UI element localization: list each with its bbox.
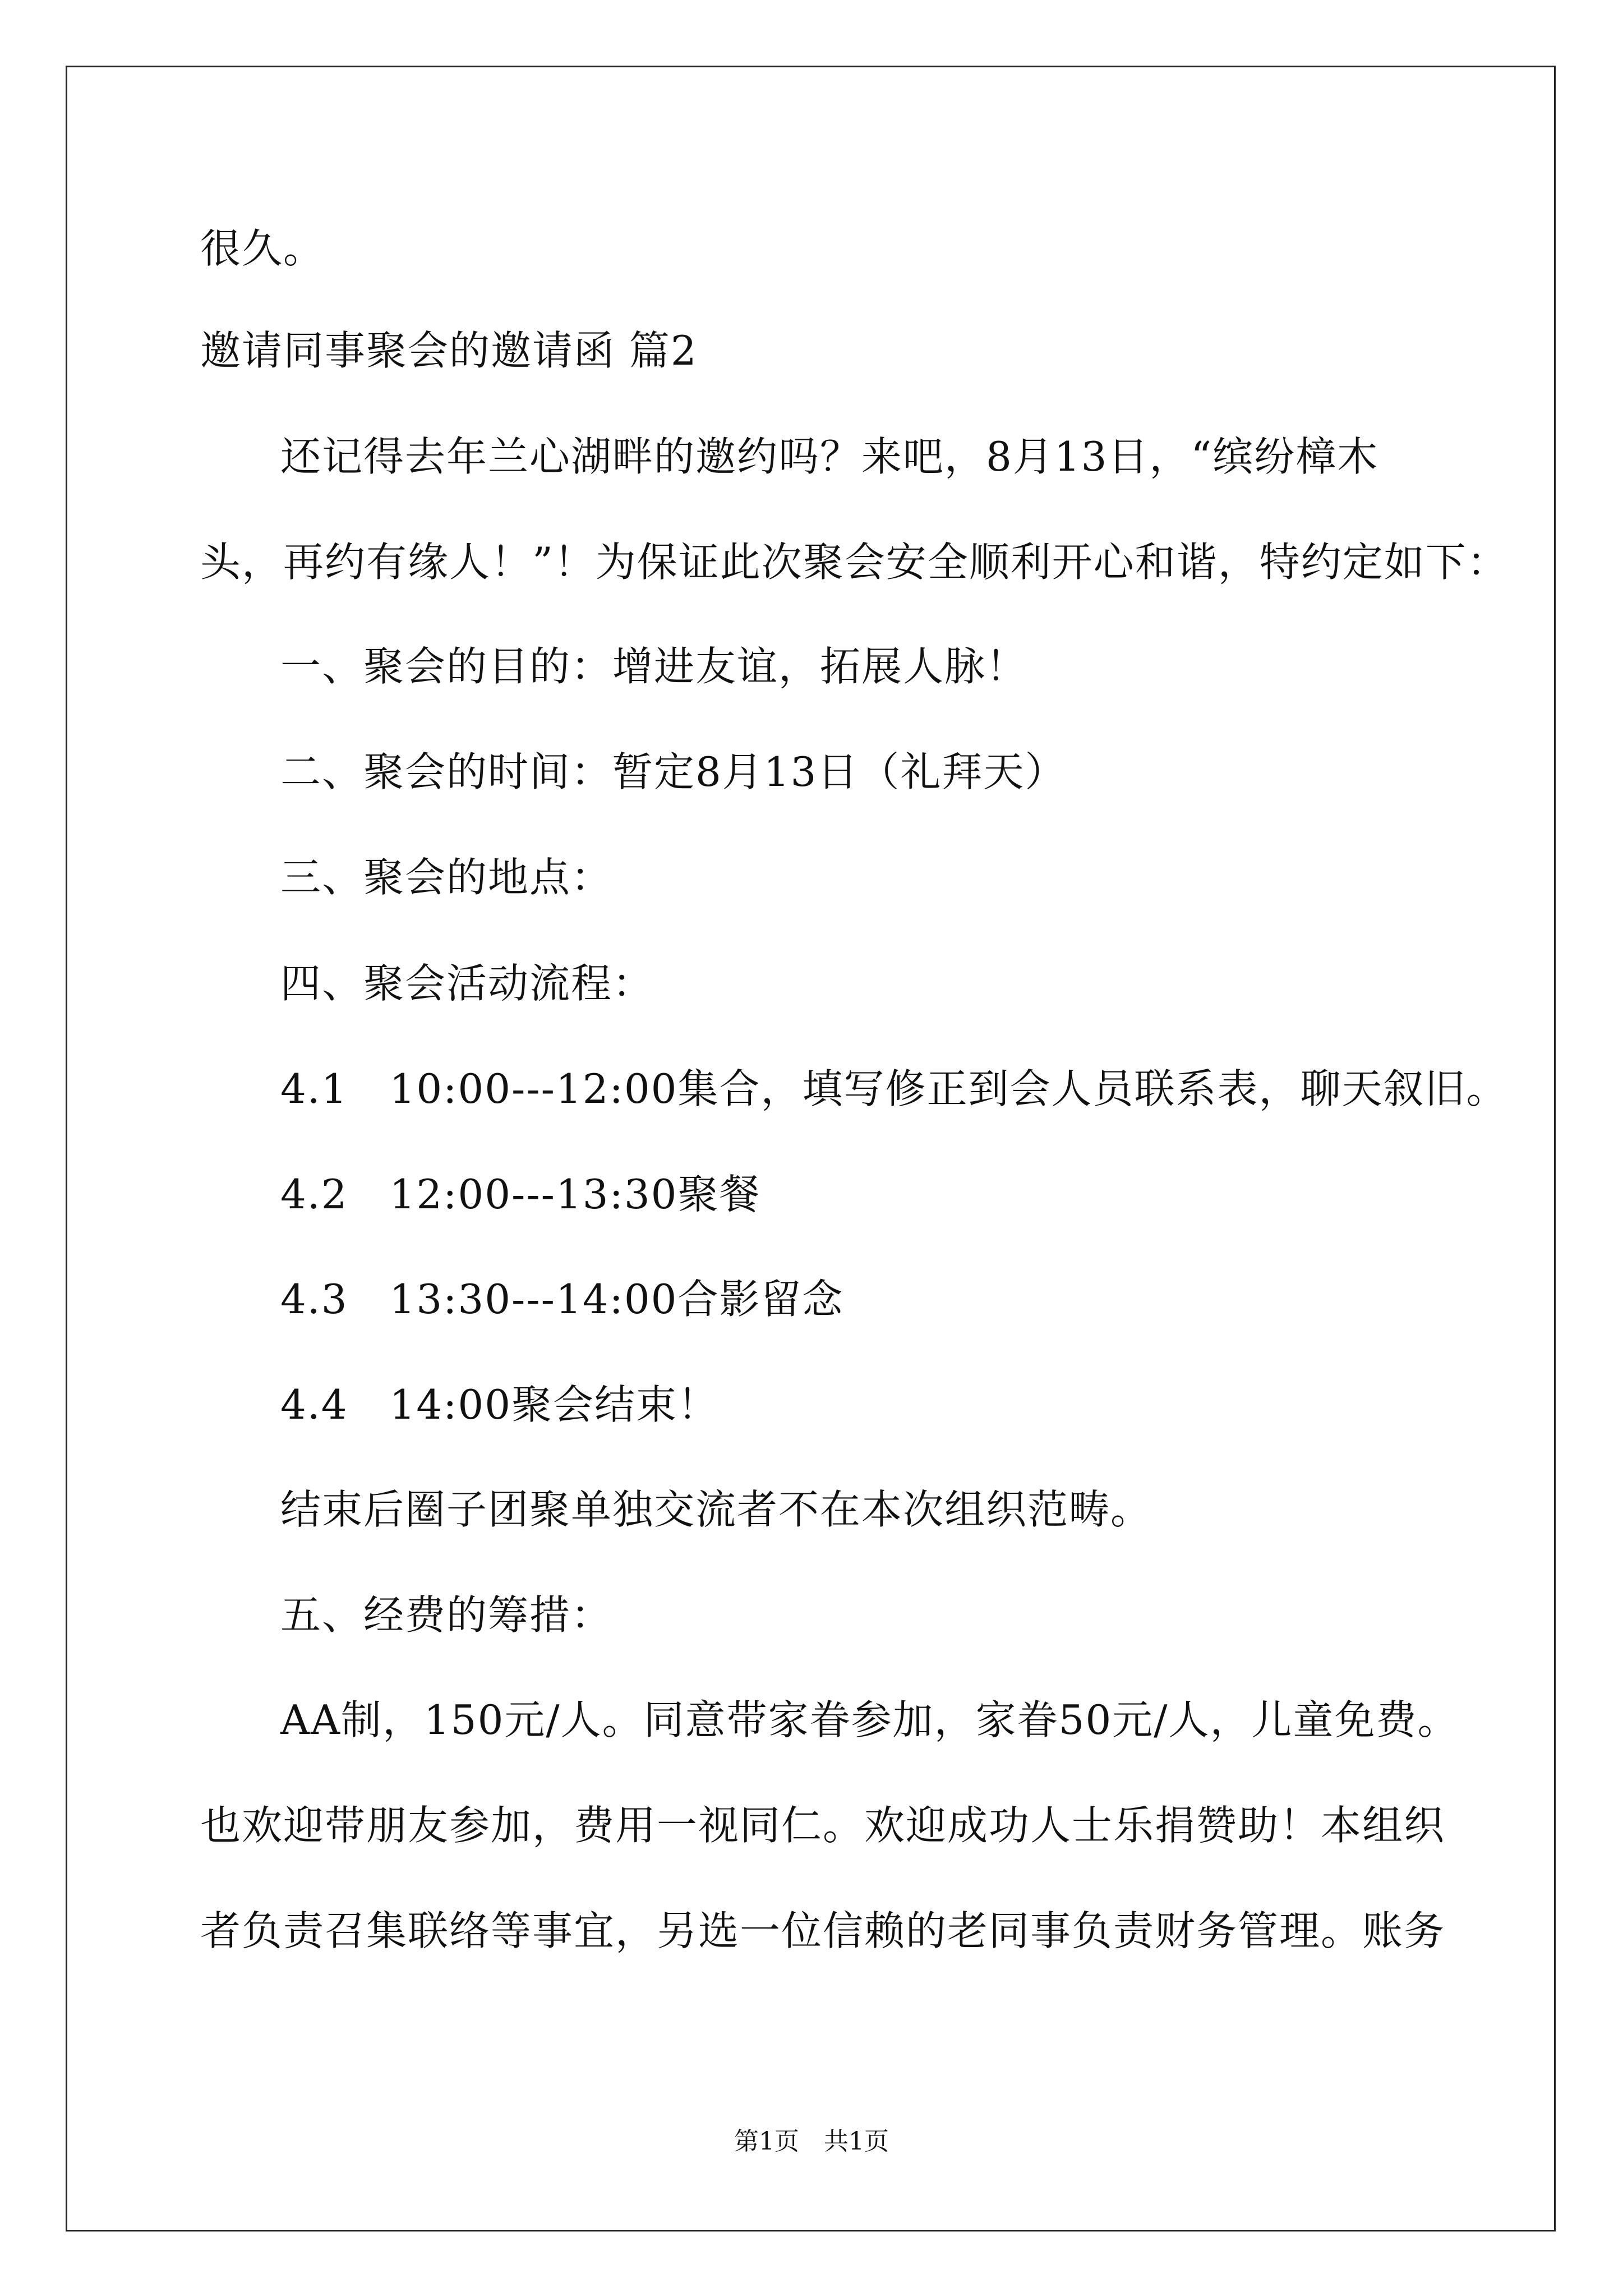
list-item-schedule: 四、聚会活动流程： [280,960,654,1007]
schedule-item: 4.4 14:00聚会结束！ [280,1381,719,1428]
paragraph-line: AA制，150元/人。同意带家眷参加，家眷50元/人，儿童免费。 [280,1696,1459,1743]
list-item-purpose: 一、聚会的目的：增进友谊，拓展人脉！ [280,643,1028,690]
paragraph-line: 头，再约有缘人！”！为保证此次聚会安全顺利开心和谐，特约定如下： [200,539,1509,586]
list-item-funding: 五、经费的筹措： [280,1591,613,1639]
list-item-location: 三、聚会的地点： [280,854,613,901]
text-line: 很久。 [200,225,325,272]
paragraph-line: 结束后圈子团聚单独交流者不在本次组织范畴。 [280,1486,1152,1533]
list-item-time: 二、聚会的时间：暂定8月13日（礼拜天） [280,748,1067,795]
schedule-item: 4.2 12:00---13:30聚餐 [280,1171,761,1218]
paragraph-line: 者负责召集联络等事宜，另选一位信赖的老同事负责财务管理。账务 [200,1907,1446,1954]
section-heading: 邀请同事聚会的邀请函 篇2 [200,327,698,374]
paragraph-line: 也欢迎带朋友参加，费用一视同仁。欢迎成功人士乐捐赞助！本组织 [200,1802,1446,1849]
schedule-item: 4.3 13:30---14:00合影留念 [280,1276,844,1323]
page-number-footer: 第1页 共1页 [734,2127,889,2156]
paragraph-line: 还记得去年兰心湖畔的邀约吗？来吧，8月13日，“缤纷樟木 [280,433,1379,480]
schedule-item: 4.1 10:00---12:00集合，填写修正到会人员联系表，聊天叙旧。 [280,1065,1508,1112]
